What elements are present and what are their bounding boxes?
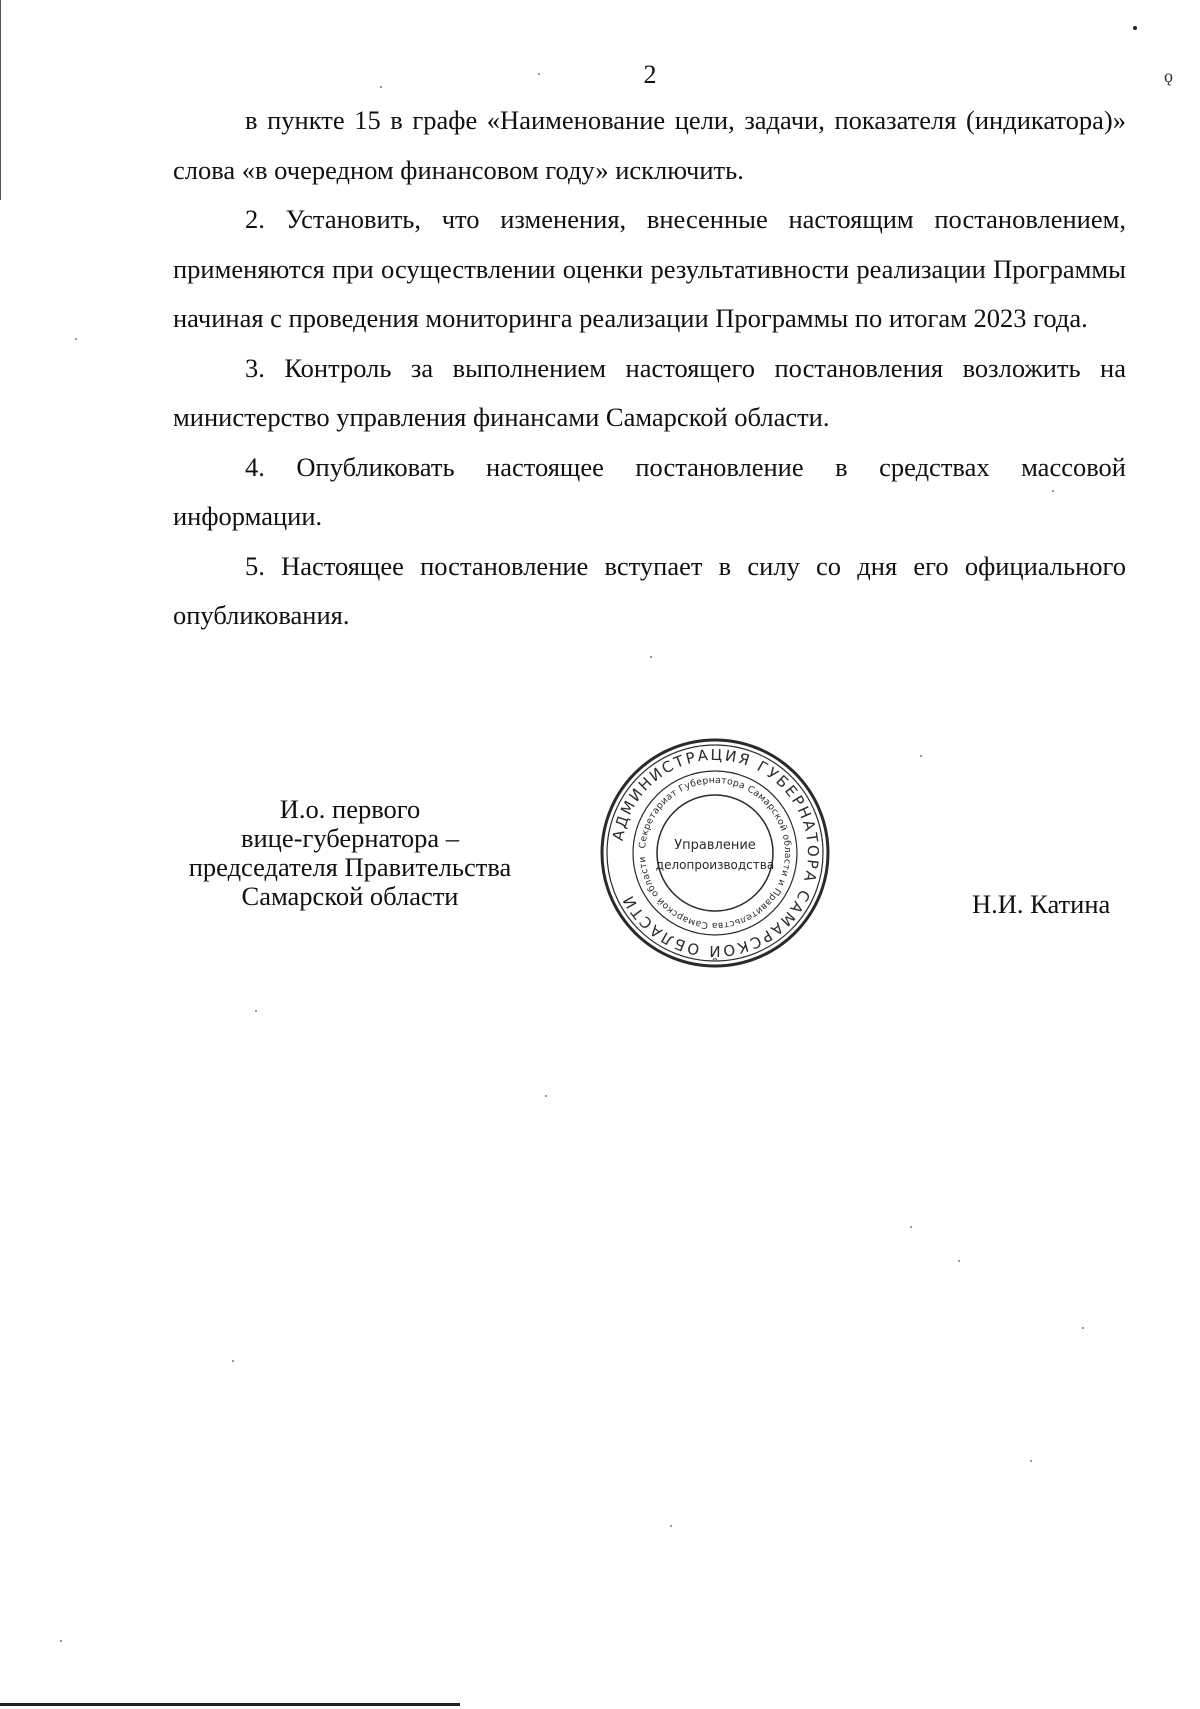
page-number: 2: [643, 60, 657, 89]
signatory-title-line-4: Самарской области: [241, 881, 459, 911]
scan-speck: [1133, 26, 1137, 30]
scan-speck: [1030, 1460, 1032, 1462]
scan-speck: [75, 338, 77, 340]
scan-speck: [255, 1010, 257, 1012]
scan-left-edge: [0, 0, 1, 200]
paragraph-3: 3. Контроль за выполнением настоящего постановления возложить на министерство управления финансами Самарской области.: [173, 352, 1126, 432]
paragraph-1: в пункте 15 в графе «Наименование цели, задачи, показателя (индикатора)» слова «в очередном финансовом году» исключить.: [173, 105, 1126, 185]
signatory-title-line-1: И.о. первого: [279, 794, 421, 824]
corner-mark: ǫ: [1164, 66, 1173, 86]
scan-speck: [958, 1260, 960, 1262]
document-body: [173, 96, 1126, 641]
scan-speck: [670, 1525, 672, 1527]
seal-center-line-2: делопроизводства: [655, 858, 775, 872]
seal-graphic: [595, 733, 835, 973]
scan-speck: [910, 1226, 912, 1228]
signatory-title-line-2: вице-губернатора –: [240, 823, 459, 853]
scan-speck: [60, 1640, 62, 1642]
signatory-title: [150, 795, 550, 911]
paragraph-4: 4. Опубликовать настоящее постановление в средствах массовой информации.: [173, 451, 1126, 531]
scan-speck: [650, 656, 652, 658]
seal-inner-text: Секретариат Губернатора Самарской области и Правительства Самарской области: [637, 774, 794, 932]
scan-speck: [545, 1095, 547, 1097]
paragraph-2: 2. Установить, что изменения, внесенные настоящим постановлением, применяются при осуществлении оценки результативности реализации Программы начиная с проведения мониторинга реализации Программы по итогам 2023 года.: [173, 204, 1126, 333]
signer-name: Н.И. Катина: [972, 889, 1111, 919]
scan-bottom-edge: [0, 1703, 460, 1706]
paragraph-5: 5. Настоящее постановление вступает в силу со дня его официального опубликования.: [173, 550, 1126, 630]
scan-speck: [232, 1360, 234, 1362]
scan-speck: [920, 755, 922, 757]
official-seal-stamp: [595, 733, 835, 973]
signatory-title-line-3: председателя Правительства: [188, 852, 512, 882]
seal-outer-text: АДМИНИСТРАЦИЯ ГУБЕРНАТОРА САМАРСКОЙ ОБЛАСТИ: [608, 745, 823, 961]
seal-center-line-1: Управление: [674, 838, 756, 853]
scan-speck: [1082, 1327, 1084, 1329]
